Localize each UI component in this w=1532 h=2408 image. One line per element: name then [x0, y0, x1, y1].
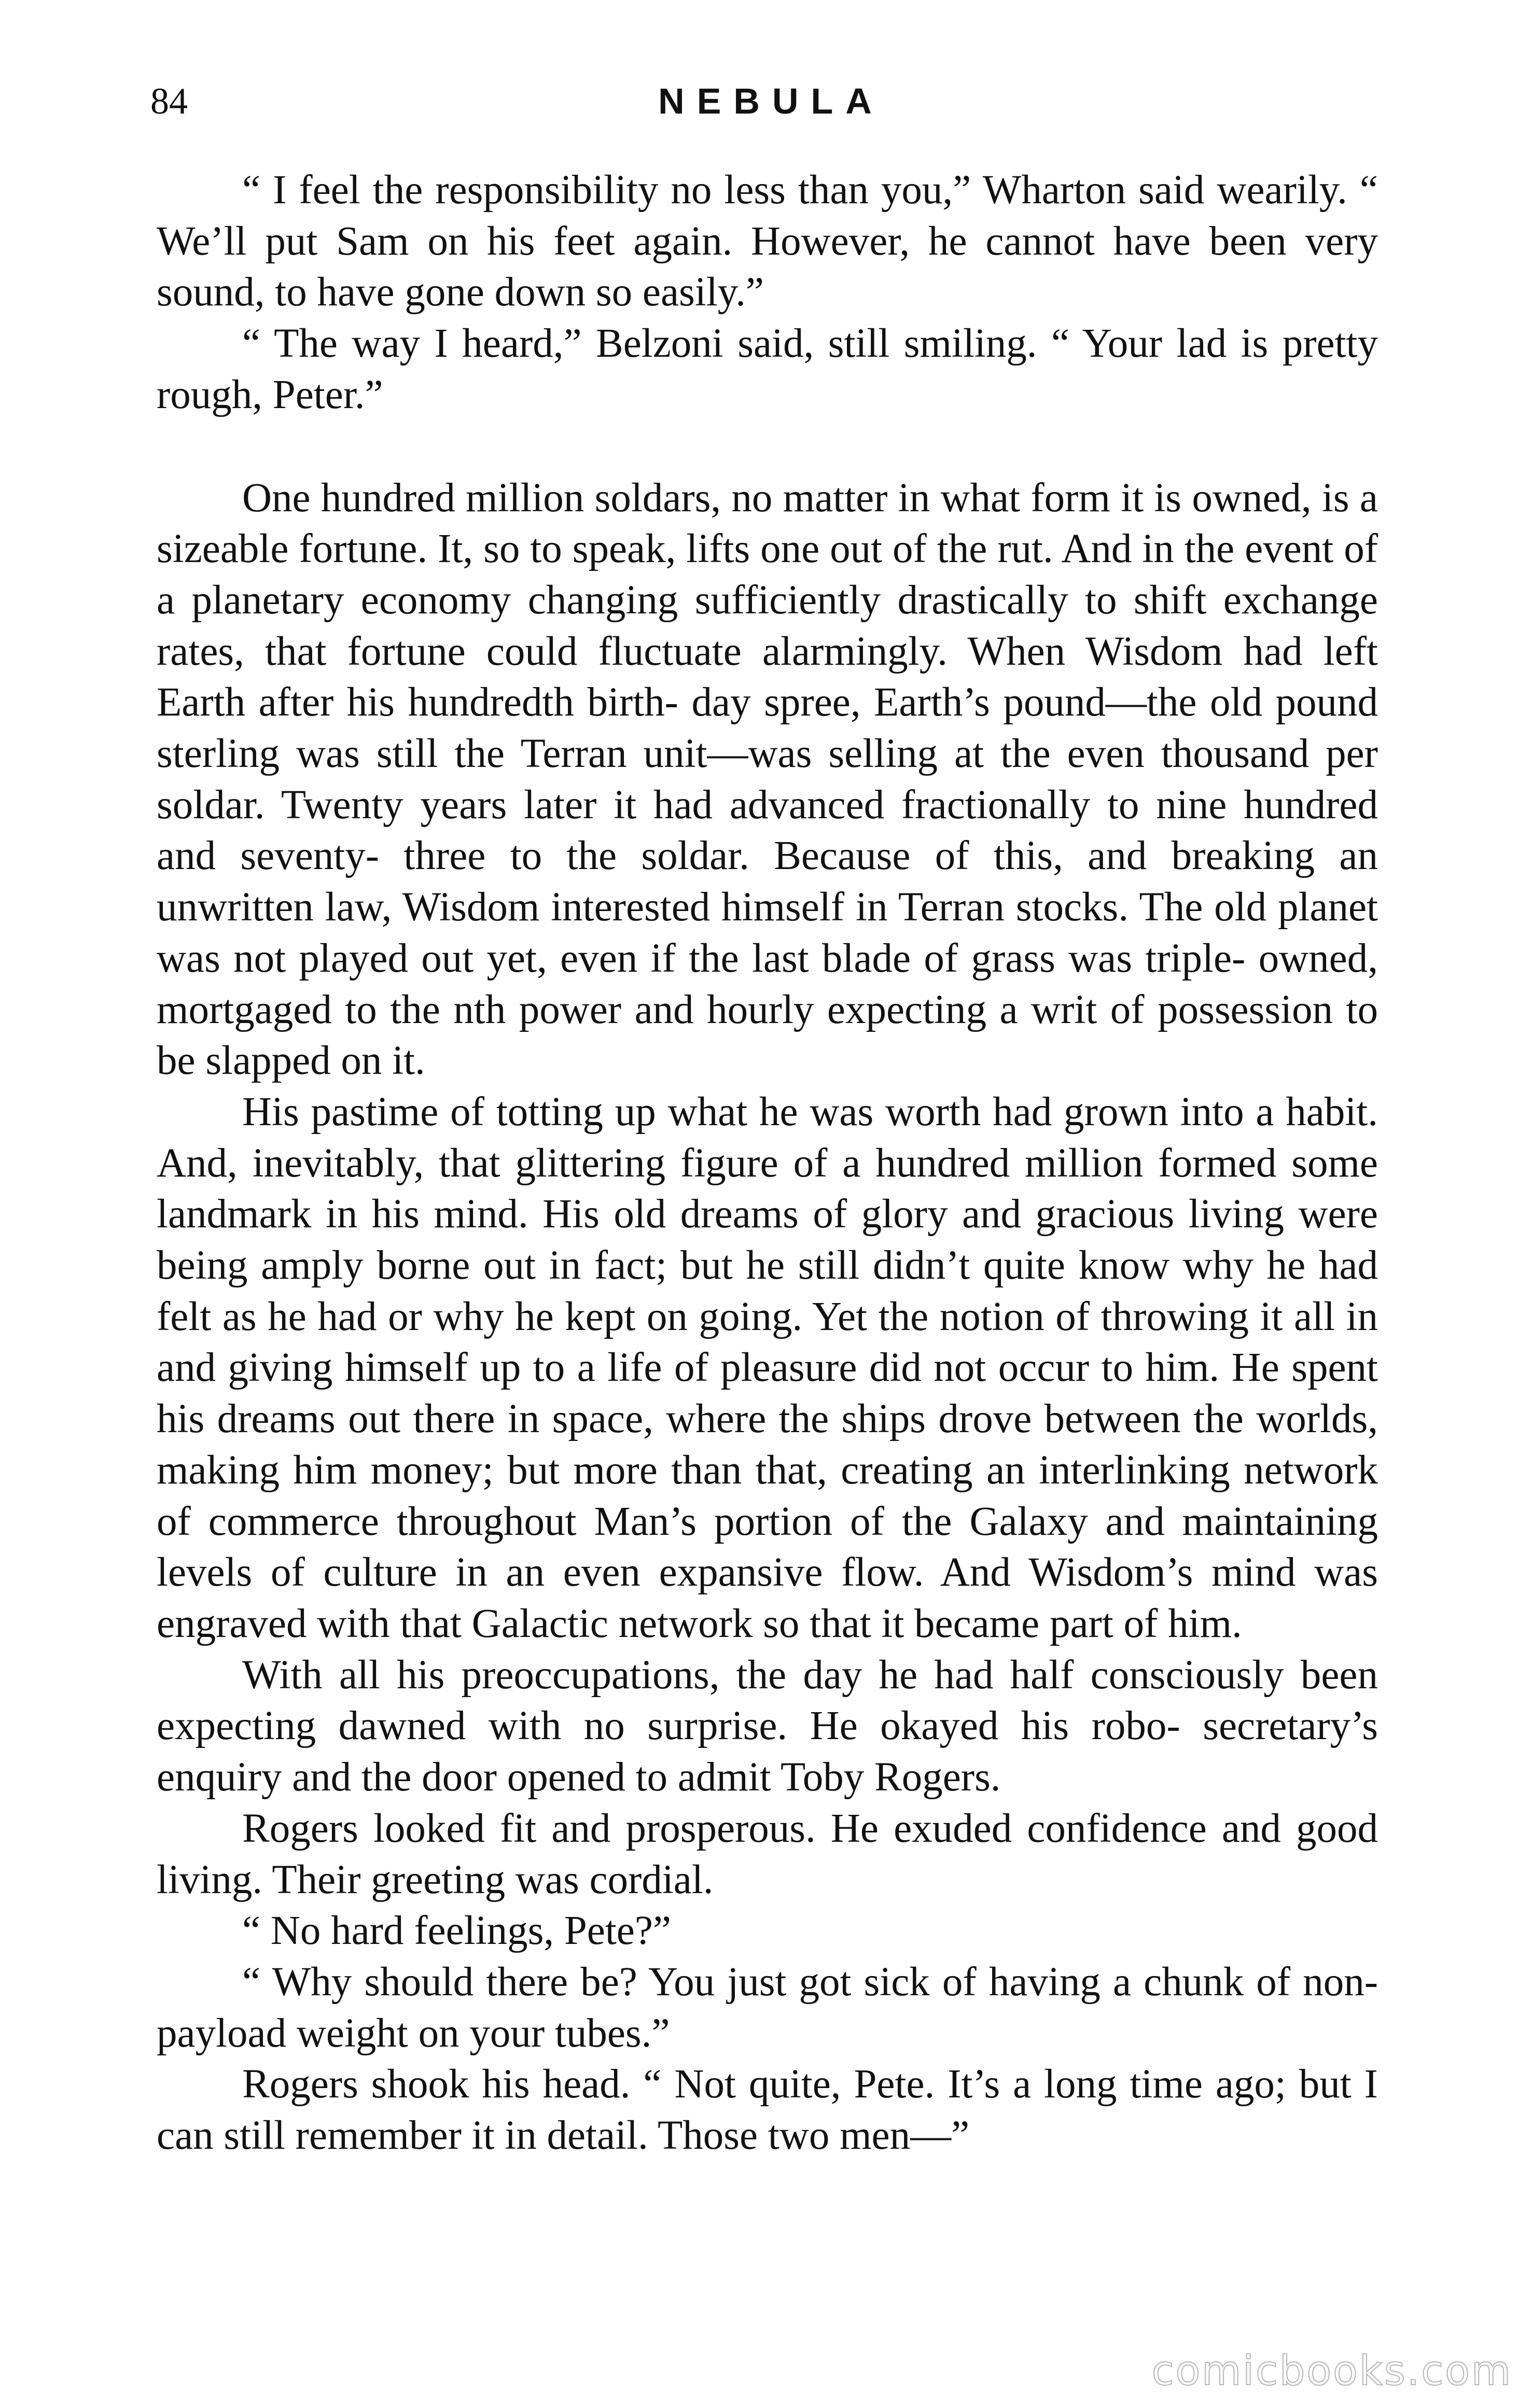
watermark: comicbooks.com [1151, 2348, 1512, 2395]
paragraph: “ The way I heard,” Belzoni said, still smiling. “ Your lad is pretty rough, Peter.” [157, 321, 1378, 417]
paragraph: His pastime of totting up what he was worth had grown into a habit. And, inevitably, that glittering figure of a hundred million formed some landmark in his mind. His old dreams of glory and gracious living were being amply borne out in fact; but he still didn’t quite know why he had felt as he had or why he kept on going. Yet the notion of throwing it all in and giving himself up to a life of pleasure did not occur to him. He spent his dreams out there in space, where the ships drove between the worlds, making him money; but more than that, creating an interlinking network of commerce throughout Man’s portion of the Galaxy and maintaining levels of culture in an even expansive flow. And Wisdom’s mind was engraved with that Galactic network so that it became part of him. [157, 1089, 1378, 1646]
paragraph: “ I feel the responsibility no less than you,” Wharton said wearily. “ We’ll put Sam on his feet again. However, he cannot have been very sound, to have gone down so easily.” [157, 167, 1378, 315]
paragraph: With all his preoccupations, the day he had half consciously been expecting dawned with no surprise. He okayed his robo- secretary’s enquiry and the door opened to admit Toby Rogers. [157, 1652, 1378, 1800]
page-number: 84 [150, 80, 188, 122]
paragraph: “ No hard feelings, Pete?” [242, 1908, 671, 1954]
section-break [157, 421, 1378, 473]
paragraph: Rogers shook his head. “ Not quite, Pete. It’s a long time ago; but I can still remember it in detail. Those two men—” [157, 2062, 1378, 2159]
paragraph: “ Why should there be? You just got sick of having a chunk of non-payload weight on your tubes.” [157, 1959, 1378, 2056]
body-text [157, 165, 1378, 2162]
page-header [150, 73, 1380, 130]
running-title: NEBULA [658, 81, 884, 121]
paragraph: Rogers looked fit and prosperous. He exuded confidence and good living. Their greeting was cordial. [157, 1805, 1378, 1902]
paragraph: One hundred million soldars, no matter in what form it is owned, is a sizeable fortune. It, so to speak, lifts one out of the rut. And in the event of a planetary economy changing sufficiently drastically to shift exchange rates, that fortune could fluctuate alarmingly. When Wisdom had left Earth after his hundredth birth- day spree, Earth’s pound—the old pound sterling was still the Terran unit—was selling at the even thousand per soldar. Twenty years later it had advanced fractionally to nine hundred and seventy- three to the soldar. Because of this, and breaking an unwritten law, Wisdom interested himself in Terran stocks. The old planet was not played out yet, even if the last blade of grass was triple- owned, mortgaged to the nth power and hourly expecting a writ of possession to be slapped on it. [157, 475, 1378, 1084]
